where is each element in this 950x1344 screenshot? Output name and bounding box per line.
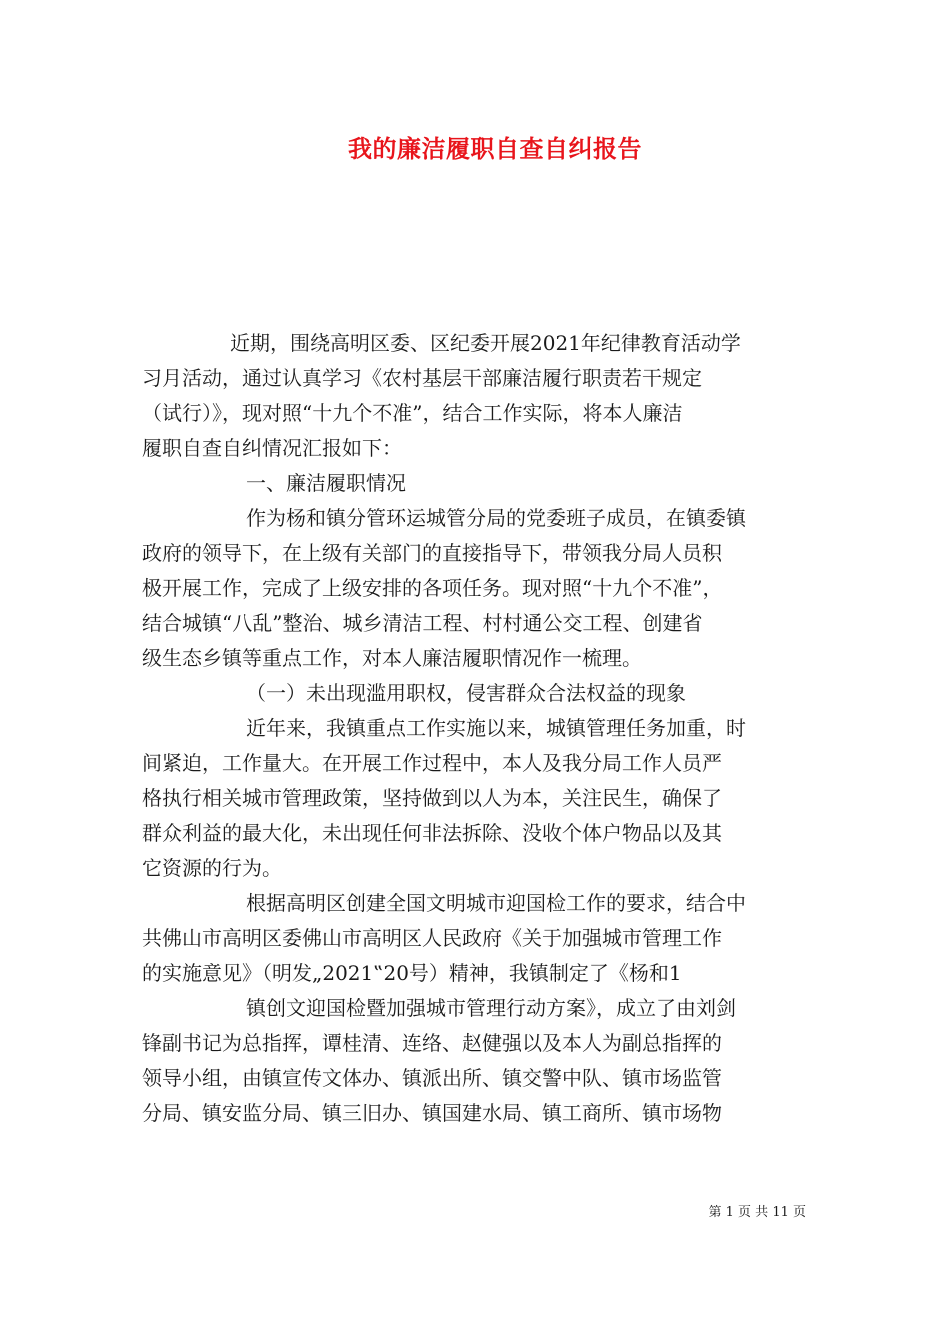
paragraph-line: 的实施意见》（明发„2021‟20号）精神，我镇制定了《杨和1 (142, 961, 682, 985)
subsection-heading: （一）未出现滥用职权，侵害群众合法权益的现象 (246, 681, 686, 705)
paragraph-line: 它资源的行为。 (142, 856, 282, 880)
paragraph-line: 共佛山市高明区委佛山市高明区人民政府《关于加强城市管理工作 (142, 926, 722, 950)
page-footer: 第 1 页 共 11 页 (708, 1205, 806, 1220)
paragraph-line: 政府的领导下，在上级有关部门的直接指导下，带领我分局人员积 (142, 541, 722, 565)
paragraph-line: 作为杨和镇分管环运城管分局的党委班子成员，在镇委镇 (246, 506, 746, 530)
document-title: 我的廉洁履职自查自纠报告 (348, 134, 642, 163)
paragraph-line: 分局、镇安监分局、镇三旧办、镇国建水局、镇工商所、镇市场物 (142, 1101, 722, 1125)
paragraph-line: （试行）》，现对照“十九个不准”，结合工作实际，将本人廉洁 (142, 401, 683, 425)
paragraph-line: 级生态乡镇等重点工作，对本人廉洁履职情况作一梳理。 (142, 646, 642, 670)
paragraph-line: 锋副书记为总指挥，谭桂清、连络、赵健强以及本人为副总指挥的 (142, 1031, 722, 1055)
paragraph-line: 近年来，我镇重点工作实施以来，城镇管理任务加重，时 (246, 716, 746, 740)
document-body (142, 326, 806, 1131)
section-heading: 一、廉洁履职情况 (246, 471, 406, 495)
paragraph-line: 格执行相关城市管理政策，坚持做到以人为本，关注民生，确保了 (142, 786, 722, 810)
paragraph-line: 结合城镇“八乱”整治、城乡清洁工程、村村通公交工程、创建省 (142, 611, 703, 635)
paragraph-line: 极开展工作，完成了上级安排的各项任务。现对照“十九个不准”， (142, 576, 723, 600)
paragraph-line: 间紧迫，工作量大。在开展工作过程中，本人及我分局工作人员严 (142, 751, 722, 775)
paragraph-line: 镇创文迎国检暨加强城市管理行动方案》，成立了由刘剑 (246, 996, 736, 1020)
paragraph-line: 履职自查自纠情况汇报如下： (142, 436, 402, 460)
paragraph-line: 根据高明区创建全国文明城市迎国检工作的要求，结合中 (246, 891, 746, 915)
paragraph-line: 领导小组，由镇宣传文体办、镇派出所、镇交警中队、镇市场监管 (142, 1066, 722, 1090)
paragraph-line: 群众利益的最大化，未出现任何非法拆除、没收个体户物品以及其 (142, 821, 722, 845)
paragraph-line: 近期，围绕高明区委、区纪委开展2021年纪律教育活动学 (230, 331, 741, 355)
paragraph-line: 习月活动，通过认真学习《农村基层干部廉洁履行职责若干规定 (142, 366, 702, 390)
